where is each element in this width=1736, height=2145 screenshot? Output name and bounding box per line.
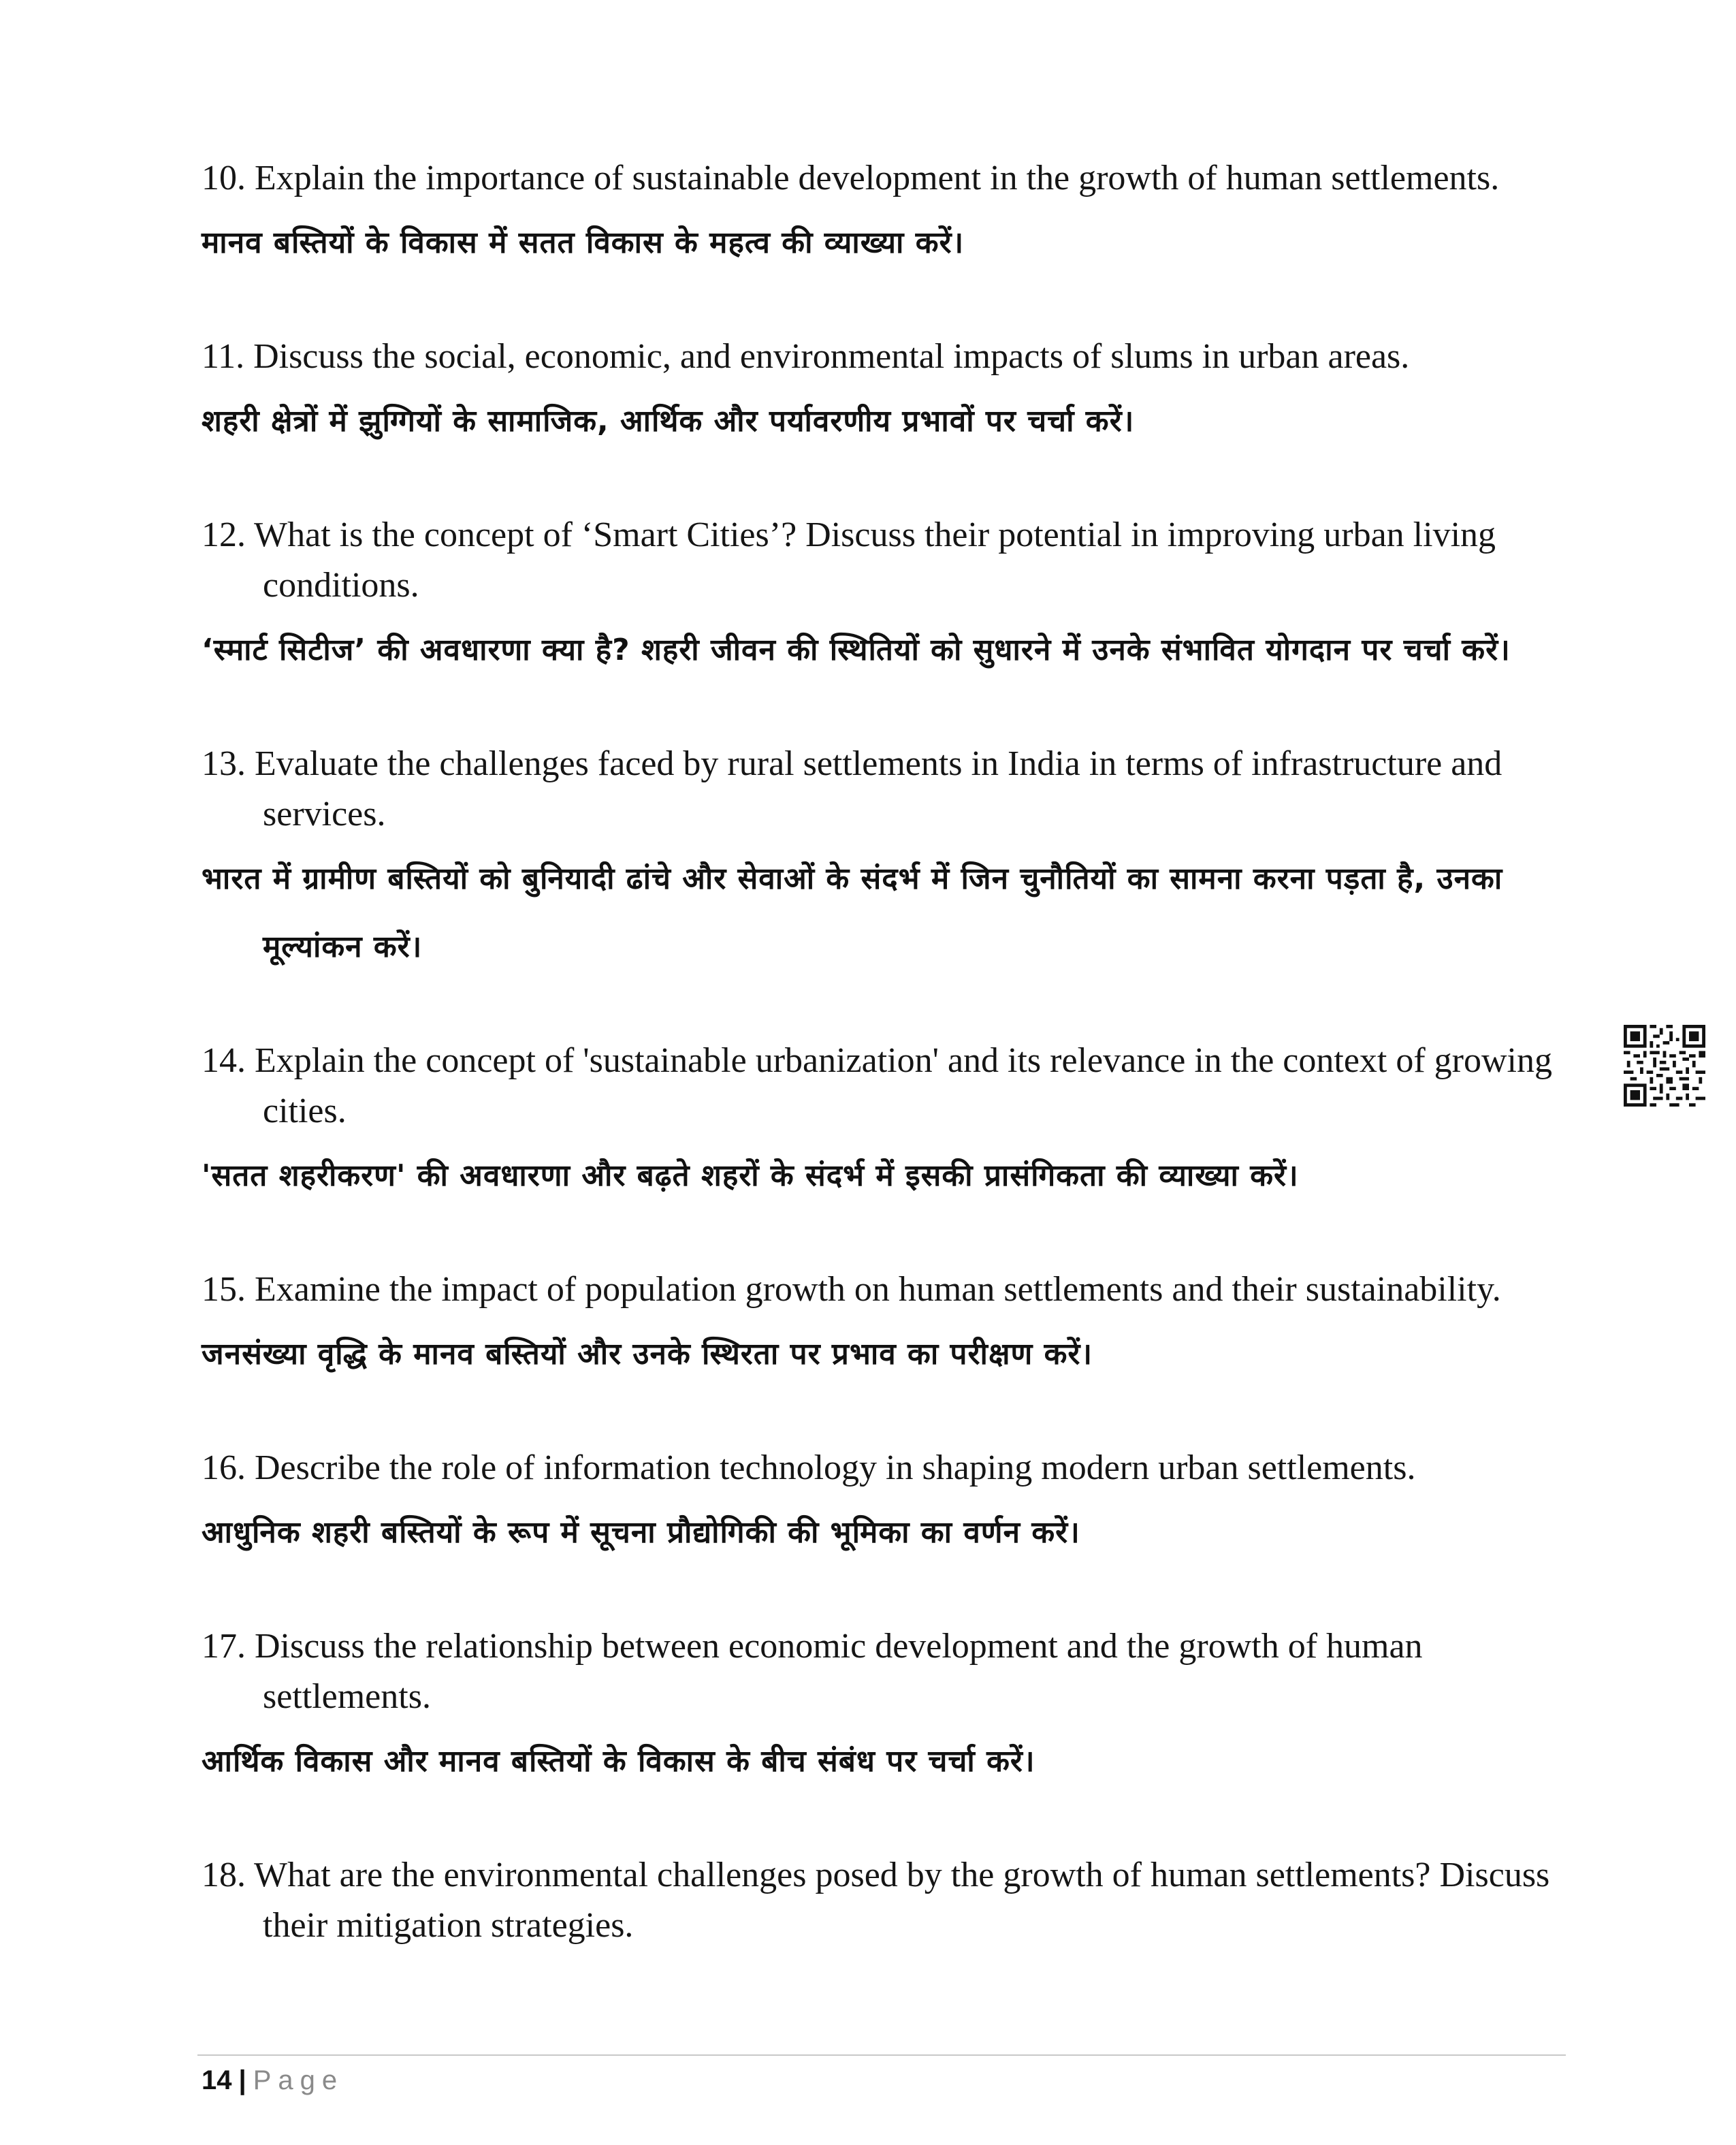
question-hindi: आधुनिक शहरी बस्तियों के रूप में सूचना प्रौद्योगिकी की भूमिका का वर्णन करें।: [202, 1515, 1080, 1550]
question-list: [202, 153, 1584, 2005]
qr-code-icon[interactable]: [1624, 1025, 1705, 1107]
question-english: 15. Examine the impact of population growth on human settlements and their sustainability.: [202, 1270, 1501, 1309]
question-english: 10. Explain the importance of sustainable development in the growth of human settlements.: [202, 159, 1500, 197]
question-english: 14. Explain the concept of 'sustainable urbanization' and its relevance in the context of growing cities.: [202, 1041, 1552, 1130]
question-item: [202, 153, 1584, 277]
page-footer: [202, 2063, 344, 2097]
question-english: 18. What are the environmental challenges posed by the growth of human settlements? Discuss their mitigation strategies.: [202, 1856, 1550, 1945]
question-hindi: ‘स्मार्ट सिटीज’ की अवधारणा क्या है? शहरी जीवन की स्थितियों को सुधारने में उनके संभावित योगदान पर चर्चा करें।: [202, 633, 1511, 667]
question-english: 12. What is the concept of ‘Smart Cities’? Discuss their potential in improving urban living conditions.: [202, 515, 1496, 605]
question-hindi: जनसंख्या वृद्धि के मानव बस्तियों और उनके स्थिरता पर प्रभाव का परीक्षण करें।: [202, 1337, 1093, 1371]
question-hindi: भारत में ग्रामीण बस्तियों को बुनियादी ढांचे और सेवाओं के संदर्भ में जिन चुनौतियों का सामना करना पड़ता है, उनका मूल्यांकन करें।: [202, 861, 1503, 964]
question-english: 11. Discuss the social, economic, and environmental impacts of slums in urban areas.: [202, 337, 1410, 376]
page-number: 14: [202, 2065, 232, 2095]
question-item: [202, 1621, 1584, 1796]
question-item: [202, 1036, 1584, 1210]
question-item: [202, 332, 1584, 456]
question-item: [202, 510, 1584, 684]
question-hindi: शहरी क्षेत्रों में झुग्गियों के सामाजिक, आर्थिक और पर्यावरणीय प्रभावों पर चर्चा करें।: [202, 404, 1135, 439]
page-label: Page: [253, 2065, 344, 2095]
question-hindi: मानव बस्तियों के विकास में सतत विकास के महत्व की व्याख्या करें।: [202, 225, 965, 260]
question-english: 16. Describe the role of information technology in shaping modern urban settlements.: [202, 1448, 1416, 1487]
question-item: [202, 1850, 1584, 1951]
question-hindi: आर्थिक विकास और मानव बस्तियों के विकास के बीच संबंध पर चर्चा करें।: [202, 1744, 1035, 1779]
footer-separator: |: [238, 2065, 246, 2095]
question-item: [202, 1443, 1584, 1567]
question-item: [202, 739, 1584, 981]
footer-divider: [197, 2054, 1566, 2056]
question-english: 13. Evaluate the challenges faced by rural settlements in India in terms of infrastructure and services.: [202, 744, 1502, 833]
question-hindi: 'सतत शहरीकरण' की अवधारणा और बढ़ते शहरों के संदर्भ में इसकी प्रासंगिकता की व्याख्या करें।: [202, 1158, 1299, 1193]
question-english: 17. Discuss the relationship between economic development and the growth of human settlements.: [202, 1627, 1423, 1716]
question-item: [202, 1265, 1584, 1388]
